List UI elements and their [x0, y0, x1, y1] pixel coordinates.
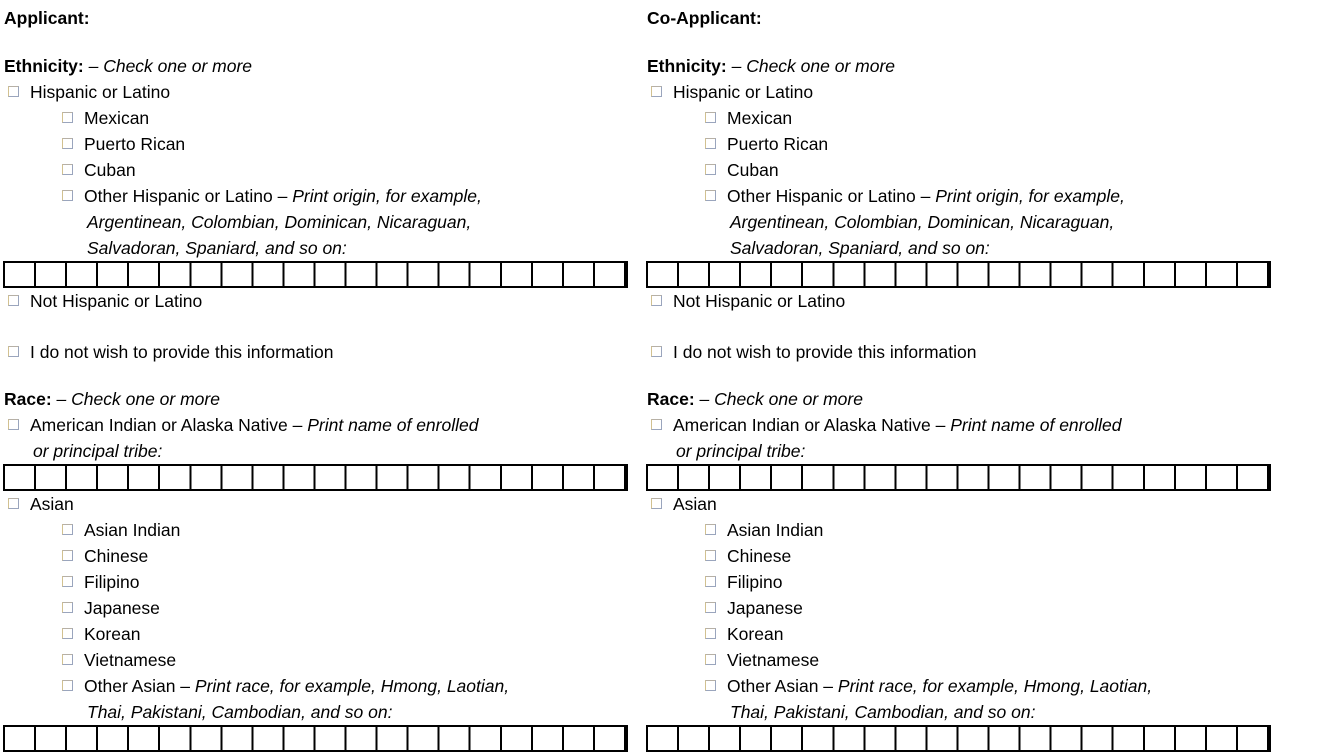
option-label: Mexican [727, 108, 793, 128]
other-asian-race-field[interactable] [646, 725, 1271, 752]
checkbox[interactable] [62, 138, 73, 149]
option-hint: Print name of enrolled [950, 415, 1122, 435]
option-other-asian [646, 673, 1272, 699]
option-label: Asian [673, 494, 717, 514]
option-other-hispanic-hint-cont: Salvadoran, Spaniard, and so on: [87, 238, 347, 258]
ethnicity-heading-hint: – Check one or more [731, 56, 896, 76]
option-asian-indian [646, 517, 1272, 543]
option-filipino [646, 569, 1272, 595]
checkbox[interactable] [705, 602, 716, 613]
ethnicity-heading [646, 53, 1272, 79]
option-hint: Print origin, for example, [935, 186, 1125, 206]
checkbox[interactable] [8, 295, 19, 306]
option-label: Puerto Rican [84, 134, 186, 154]
co-applicant-title: Co-Applicant: [647, 8, 762, 28]
option-mexican [646, 105, 1272, 131]
checkbox[interactable] [62, 112, 73, 123]
enrolled-tribe-field[interactable] [3, 464, 628, 491]
checkbox[interactable] [8, 86, 19, 97]
option-label: Vietnamese [84, 650, 177, 670]
option-chinese [646, 543, 1272, 569]
ethnicity-heading [3, 53, 629, 79]
option-other-hispanic-hint-cont: Salvadoran, Spaniard, and so on: [730, 238, 990, 258]
option-label: Other Hispanic or Latino – [727, 186, 931, 206]
checkbox[interactable] [705, 680, 716, 691]
option-cuban [646, 157, 1272, 183]
co-applicant-section [646, 0, 1272, 752]
option-label: I do not wish to provide this information [30, 342, 334, 362]
option-label: Other Asian – [84, 676, 191, 696]
checkbox[interactable] [62, 628, 73, 639]
race-heading-label: Race: [4, 389, 52, 409]
option-japanese [646, 595, 1272, 621]
checkbox[interactable] [62, 654, 73, 665]
checkbox[interactable] [62, 550, 73, 561]
option-cuban [3, 157, 629, 183]
checkbox[interactable] [651, 346, 662, 357]
option-label: Cuban [727, 160, 779, 180]
option-label: Chinese [84, 546, 149, 566]
option-other-asian-hint-cont: Thai, Pakistani, Cambodian, and so on: [730, 702, 1036, 722]
option-hispanic-or-latino [3, 79, 629, 105]
option-label: Chinese [727, 546, 792, 566]
option-other-hispanic [646, 183, 1272, 209]
option-label: Cuban [84, 160, 136, 180]
enrolled-tribe-field[interactable] [646, 464, 1271, 491]
checkbox[interactable] [8, 346, 19, 357]
option-asian [3, 491, 629, 517]
option-hint: Print race, for example, Hmong, Laotian, [837, 676, 1153, 696]
option-american-indian [646, 412, 1272, 438]
option-label: American Indian or Alaska Native – [673, 415, 946, 435]
race-heading-label: Race: [647, 389, 695, 409]
checkbox[interactable] [62, 524, 73, 535]
option-asian-indian [3, 517, 629, 543]
option-label: Vietnamese [727, 650, 820, 670]
checkbox[interactable] [705, 190, 716, 201]
checkbox[interactable] [705, 550, 716, 561]
option-label: Asian Indian [727, 520, 824, 540]
option-label: Hispanic or Latino [30, 82, 171, 102]
option-puerto-rican [646, 131, 1272, 157]
option-other-hispanic [3, 183, 629, 209]
checkbox[interactable] [705, 654, 716, 665]
checkbox[interactable] [705, 138, 716, 149]
checkbox[interactable] [705, 628, 716, 639]
option-label: American Indian or Alaska Native – [30, 415, 303, 435]
other-hispanic-origin-field[interactable] [3, 261, 628, 288]
checkbox[interactable] [62, 602, 73, 613]
option-american-indian [3, 412, 629, 438]
option-hispanic-or-latino [646, 79, 1272, 105]
applicant-section [3, 0, 629, 752]
other-asian-race-field[interactable] [3, 725, 628, 752]
option-label: Hispanic or Latino [673, 82, 814, 102]
checkbox[interactable] [8, 419, 19, 430]
option-label: Other Asian – [727, 676, 834, 696]
option-vietnamese [3, 647, 629, 673]
option-korean [646, 621, 1272, 647]
option-hint: Print race, for example, Hmong, Laotian, [194, 676, 510, 696]
ethnicity-heading-label: Ethnicity: [4, 56, 84, 76]
checkbox[interactable] [8, 498, 19, 509]
race-heading-hint: – Check one or more [56, 389, 220, 409]
checkbox[interactable] [705, 164, 716, 175]
checkbox[interactable] [705, 112, 716, 123]
option-label: Mexican [84, 108, 150, 128]
option-label: Asian Indian [84, 520, 181, 540]
race-heading-hint: – Check one or more [699, 389, 863, 409]
checkbox[interactable] [705, 576, 716, 587]
option-label: Japanese [727, 598, 803, 618]
checkbox[interactable] [705, 524, 716, 535]
option-japanese [3, 595, 629, 621]
option-other-asian-hint-cont: Thai, Pakistani, Cambodian, and so on: [87, 702, 393, 722]
option-label: Filipino [84, 572, 140, 592]
checkbox[interactable] [651, 419, 662, 430]
option-mexican [3, 105, 629, 131]
option-korean [3, 621, 629, 647]
option-asian [646, 491, 1272, 517]
option-not-hispanic [646, 288, 1272, 314]
checkbox[interactable] [651, 86, 662, 97]
option-label: Asian [30, 494, 74, 514]
option-not-hispanic [3, 288, 629, 314]
option-label: Korean [84, 624, 141, 644]
checkbox[interactable] [651, 295, 662, 306]
option-label: Korean [727, 624, 784, 644]
option-label: Puerto Rican [727, 134, 829, 154]
option-other-hispanic-hint-cont: Argentinean, Colombian, Dominican, Nicaraguan, [87, 212, 472, 232]
option-label: Not Hispanic or Latino [30, 291, 203, 311]
ethnicity-heading-hint: – Check one or more [88, 56, 253, 76]
checkbox[interactable] [62, 164, 73, 175]
option-label: Filipino [727, 572, 783, 592]
checkbox[interactable] [62, 576, 73, 587]
option-label: Japanese [84, 598, 160, 618]
option-vietnamese [646, 647, 1272, 673]
ethnicity-heading-label: Ethnicity: [647, 56, 727, 76]
option-american-indian-hint-cont: or principal tribe: [33, 441, 163, 461]
option-label: Not Hispanic or Latino [673, 291, 846, 311]
option-no-information-ethnicity [3, 339, 629, 365]
race-heading [3, 386, 629, 412]
checkbox[interactable] [62, 680, 73, 691]
race-heading [646, 386, 1272, 412]
option-other-hispanic-hint-cont: Argentinean, Colombian, Dominican, Nicaraguan, [730, 212, 1115, 232]
option-filipino [3, 569, 629, 595]
option-other-asian [3, 673, 629, 699]
option-label: I do not wish to provide this information [673, 342, 977, 362]
option-hint: Print name of enrolled [307, 415, 479, 435]
option-no-information-ethnicity [646, 339, 1272, 365]
other-hispanic-origin-field[interactable] [646, 261, 1271, 288]
option-label: Other Hispanic or Latino – [84, 186, 288, 206]
checkbox[interactable] [651, 498, 662, 509]
checkbox[interactable] [62, 190, 73, 201]
option-hint: Print origin, for example, [292, 186, 482, 206]
option-chinese [3, 543, 629, 569]
option-american-indian-hint-cont: or principal tribe: [676, 441, 806, 461]
applicant-title: Applicant: [4, 8, 90, 28]
option-puerto-rican [3, 131, 629, 157]
